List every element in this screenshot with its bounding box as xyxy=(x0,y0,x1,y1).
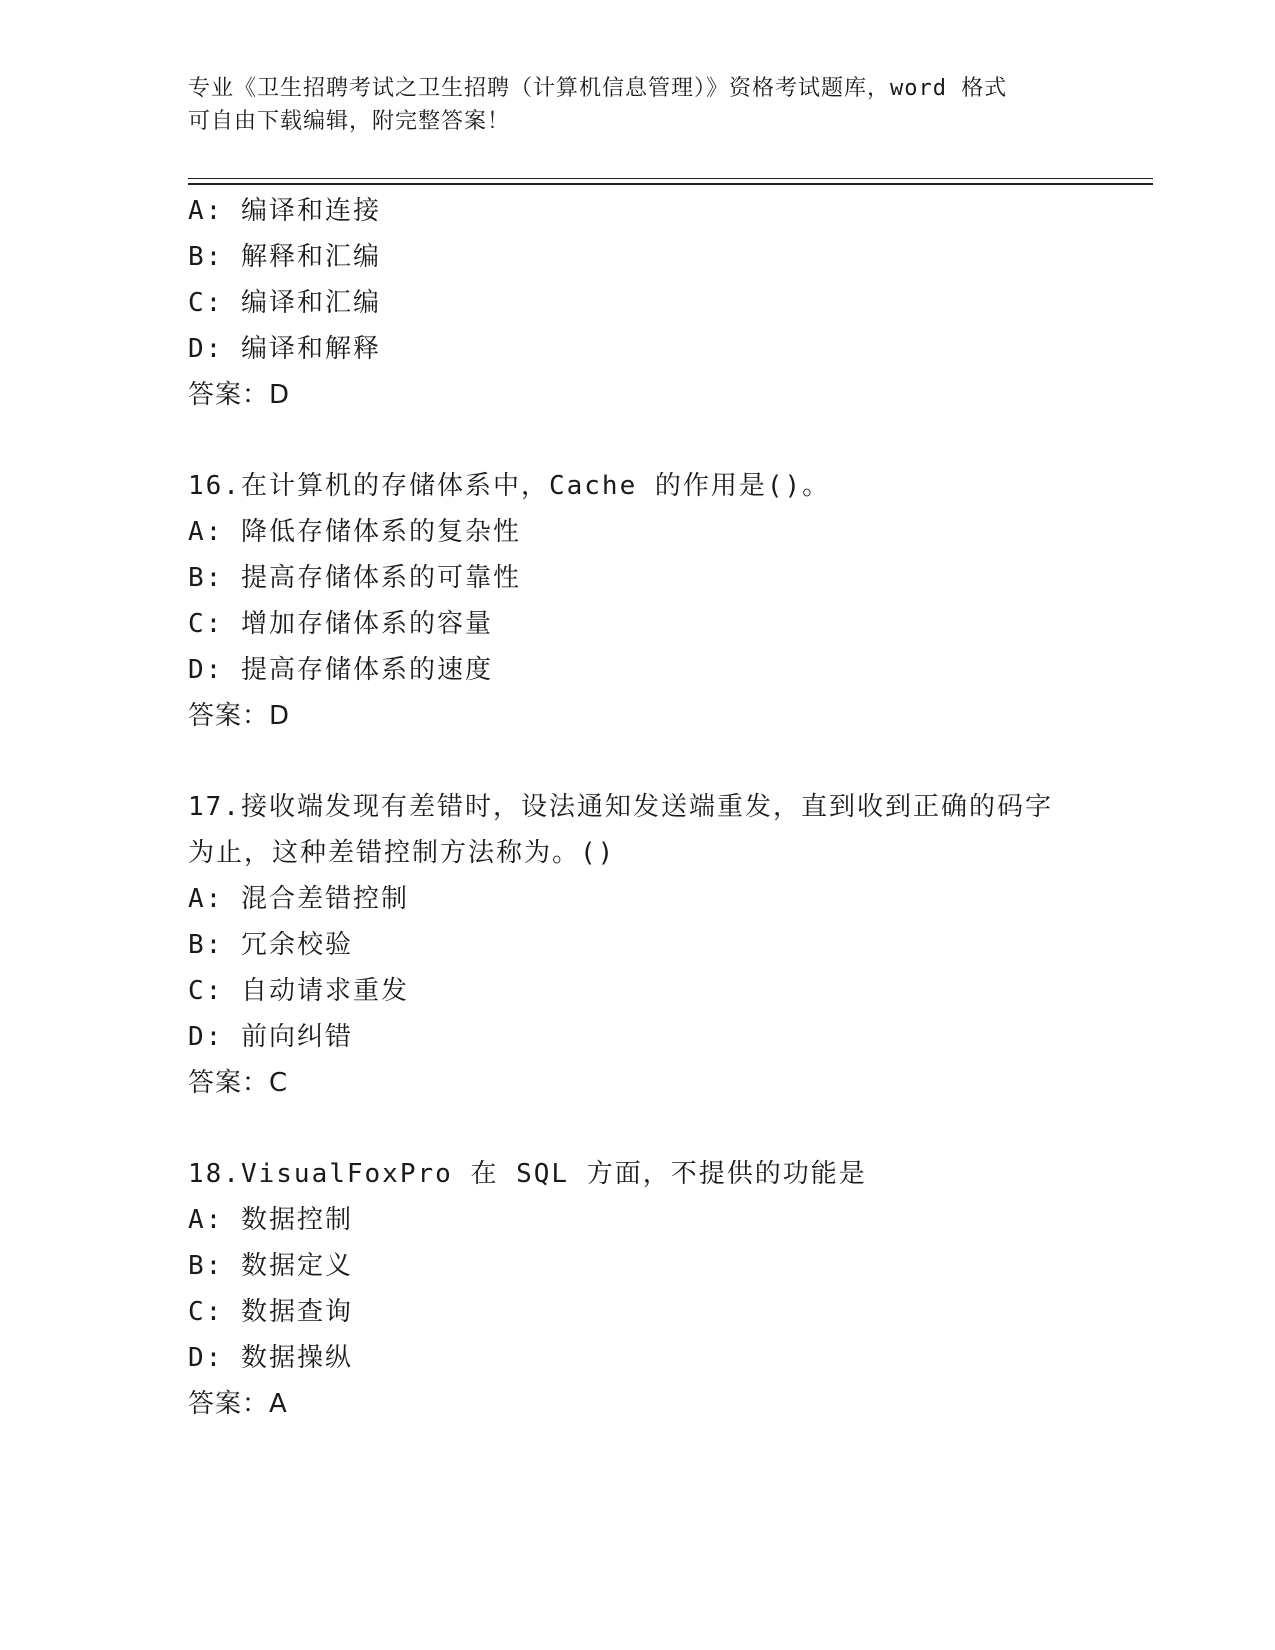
option-d: D: 数据操纵 xyxy=(188,1343,353,1373)
answer: 答案：C xyxy=(188,1068,289,1098)
answer: 答案：D xyxy=(188,380,291,410)
option-d: D: 提高存储体系的速度 xyxy=(188,655,493,685)
option-c: C: 增加存储体系的容量 xyxy=(188,609,493,639)
question-text-line-2: 为止，这种差错控制方法称为。() xyxy=(188,838,616,868)
option-b: B: 提高存储体系的可靠性 xyxy=(188,563,521,593)
answer: 答案：A xyxy=(188,1389,288,1419)
question-list xyxy=(188,188,1088,1427)
header-line-2: 可自由下载编辑，附完整答案！ xyxy=(188,109,511,134)
question-text: 18.VisualFoxPro 在 SQL 方面，不提供的功能是 xyxy=(188,1159,867,1189)
question-text: 16.在计算机的存储体系中，Cache 的作用是()。 xyxy=(188,471,831,501)
answer: 答案：D xyxy=(188,701,291,731)
option-a: A: 降低存储体系的复杂性 xyxy=(188,517,521,547)
question-15 xyxy=(188,188,1088,418)
header-divider-thin xyxy=(188,178,1153,179)
option-a: A: 编译和连接 xyxy=(188,196,381,226)
document-header xyxy=(188,72,1088,138)
option-a: A: 数据控制 xyxy=(188,1205,353,1235)
option-b: B: 冗余校验 xyxy=(188,930,353,960)
question-text-line-1: 17.接收端发现有差错时，设法通知发送端重发，直到收到正确的码字 xyxy=(188,792,1053,822)
question-17 xyxy=(188,784,1088,1106)
header-divider-thick xyxy=(188,183,1153,185)
question-18 xyxy=(188,1151,1088,1427)
question-16 xyxy=(188,463,1088,739)
option-a: A: 混合差错控制 xyxy=(188,884,409,914)
option-c: C: 数据查询 xyxy=(188,1297,353,1327)
header-line-1: 专业《卫生招聘考试之卫生招聘（计算机信息管理）》资格考试题库，word 格式 xyxy=(188,76,1008,101)
option-d: D: 前向纠错 xyxy=(188,1022,353,1052)
option-b: B: 解释和汇编 xyxy=(188,242,381,272)
option-c: C: 编译和汇编 xyxy=(188,288,381,318)
option-d: D: 编译和解释 xyxy=(188,334,381,364)
option-b: B: 数据定义 xyxy=(188,1251,353,1281)
option-c: C: 自动请求重发 xyxy=(188,976,409,1006)
